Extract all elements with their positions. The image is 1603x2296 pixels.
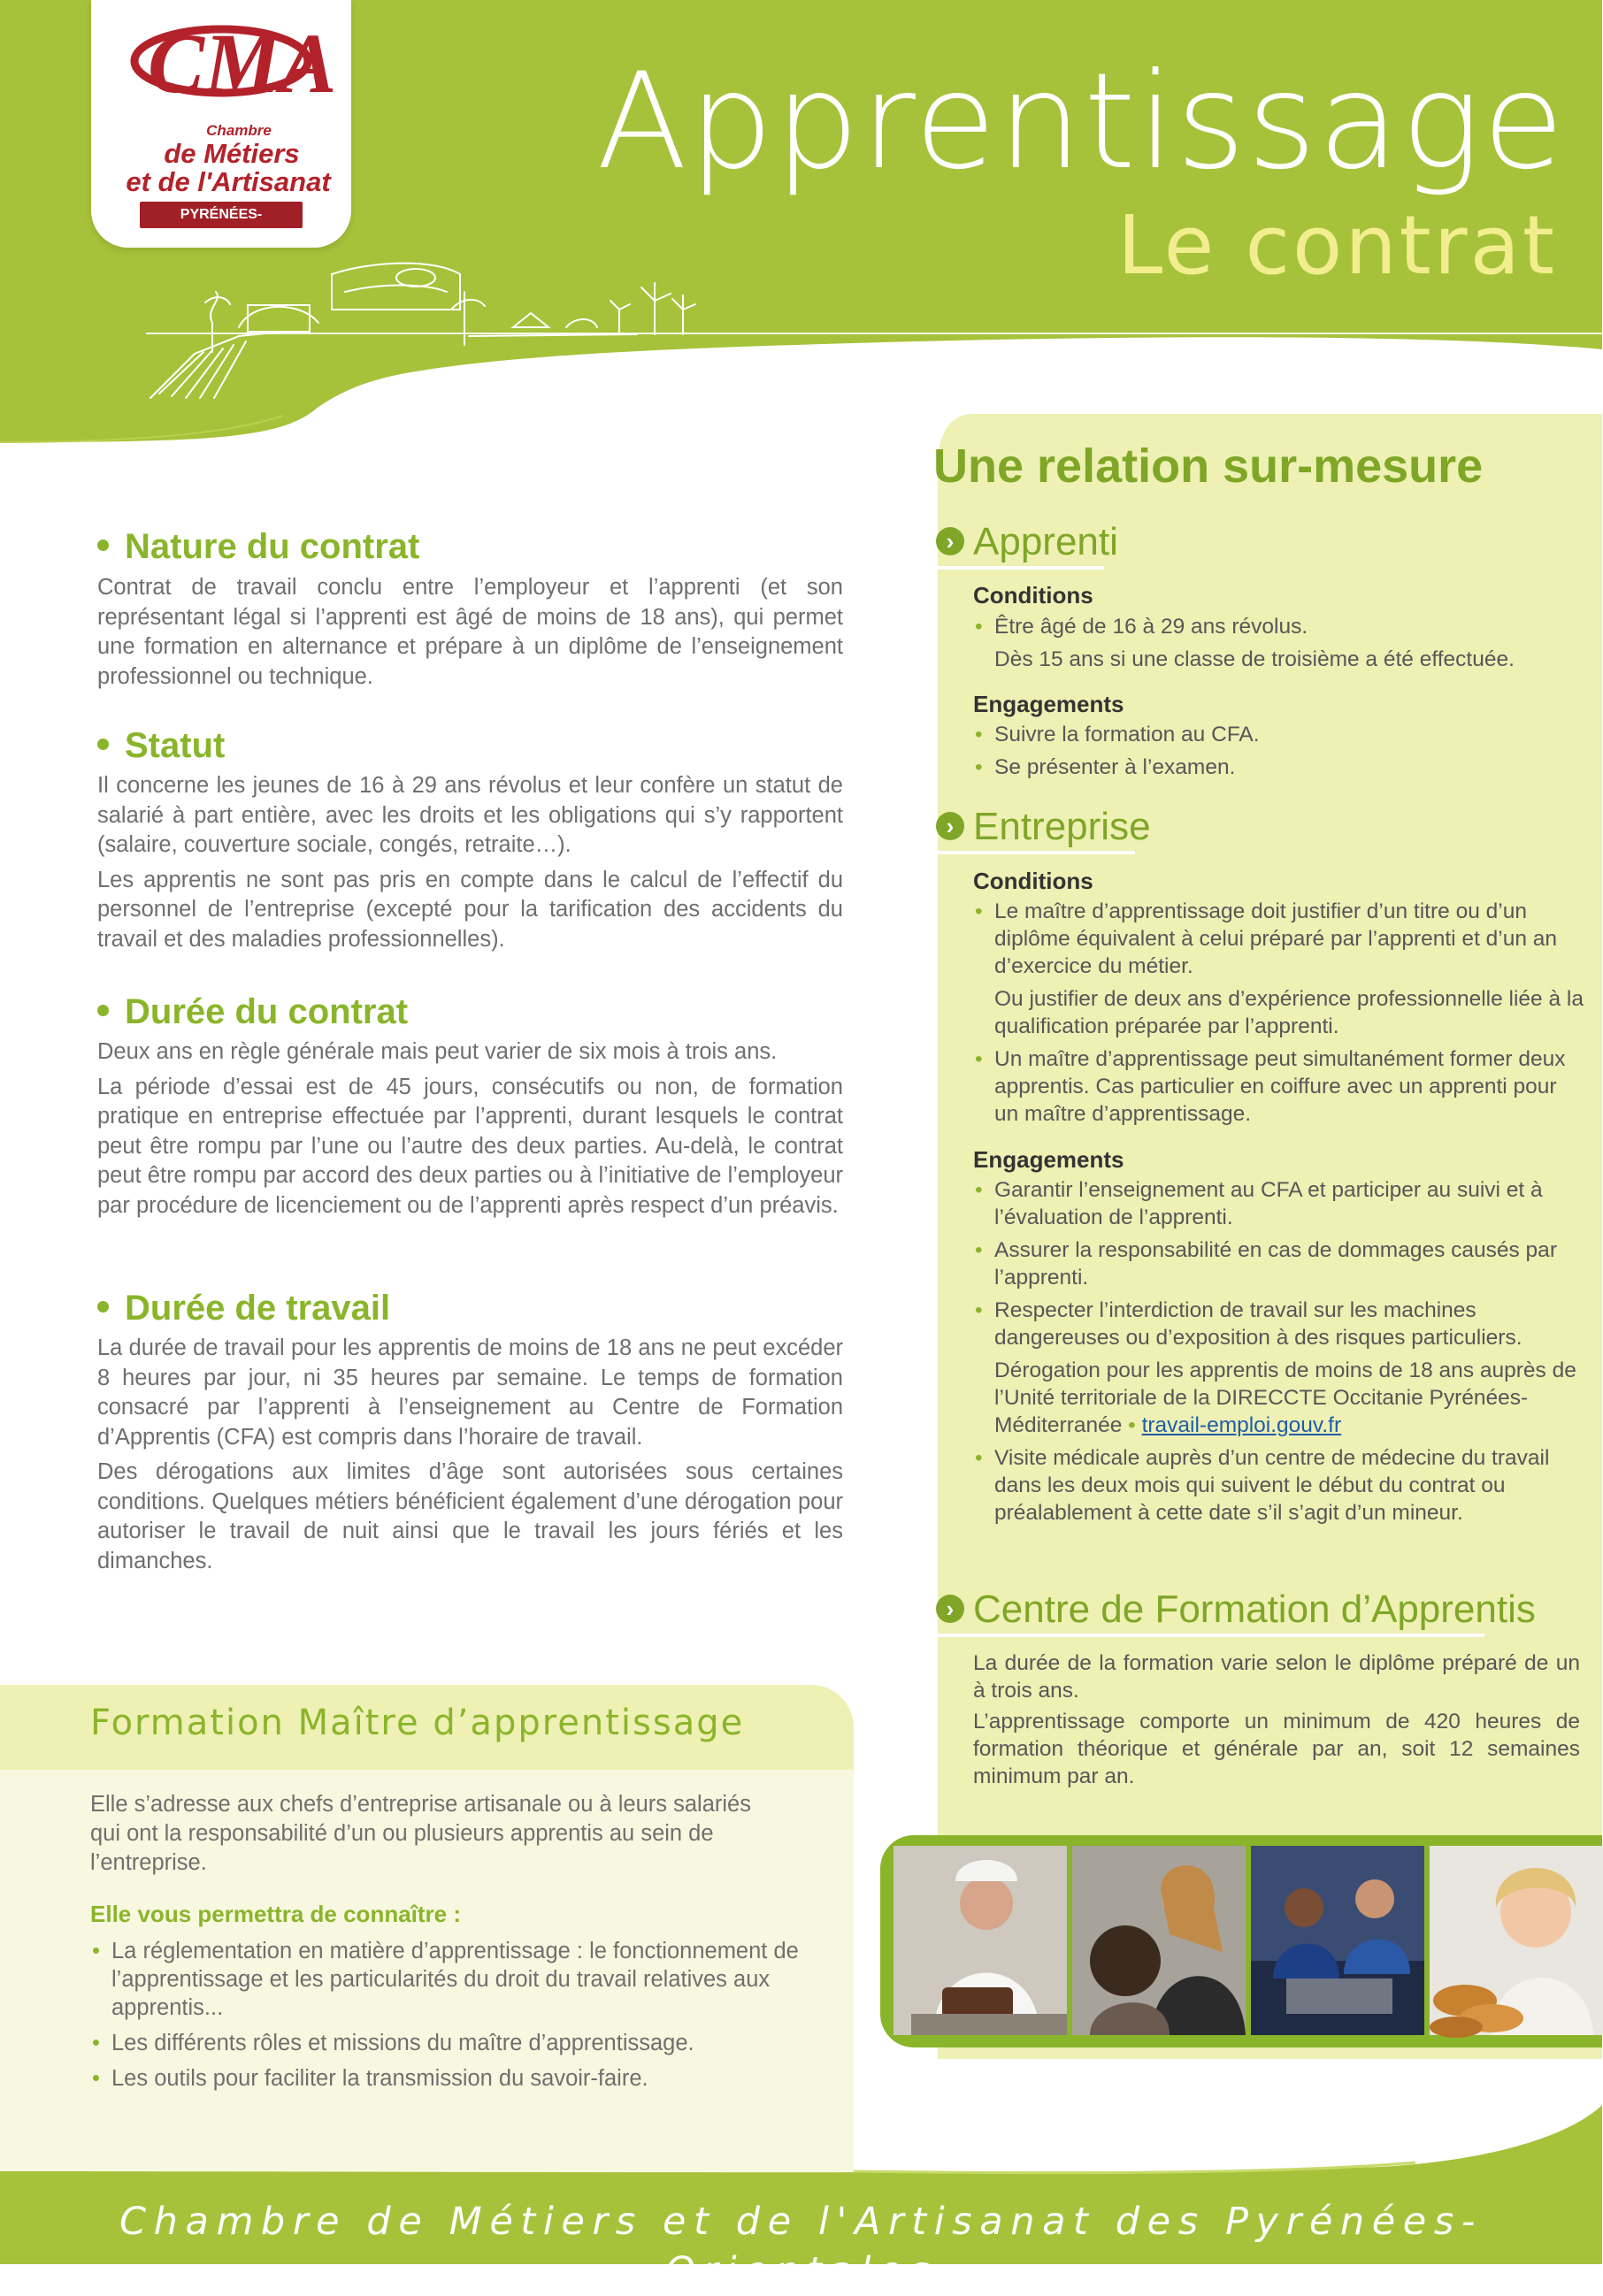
paragraph: Il concerne les jeunes de 16 à 29 ans révolus et leur confère un statut de salarié à part entière, avec les droits et les obligations qui s’y rapportent (salaire, couverture sociale, congés, retraite…). xyxy=(97,773,843,857)
formation-title: Formation Maître d’apprentissage xyxy=(90,1703,745,1743)
baker-photo xyxy=(1430,1846,1603,2035)
right-panel-title: Une relation sur-mesure xyxy=(933,440,1484,493)
logo-line-metiers: de Métiers xyxy=(164,138,300,169)
cma-logo[interactable] xyxy=(91,0,351,248)
svg-text:CMA: CMA xyxy=(148,16,337,111)
bullet-dot-icon xyxy=(97,1301,109,1313)
list-item: • Garantir l’enseignement au CFA et participer au suivi et à l’évaluation de l’apprenti. xyxy=(973,1176,1584,1231)
derogation-text: Dérogation pour les apprentis de moins de 18 ans auprès de l’Unité territoriale de la DIRECCTE Occitanie xyxy=(994,1358,1576,1410)
bullet-dot-icon xyxy=(97,1005,109,1016)
section-text-duree-travail xyxy=(97,1334,843,1581)
paragraph: Des dérogations aux limites d’âge sont autorisées sous certaines conditions. Quelques métiers bénéficient également d’une dérogation pour autoriser le travail de nuit ainsi que le travail les jours fériés et les dimanches. xyxy=(97,1459,843,1573)
list-item: • La réglementation en matière d’apprentissage : le fonctionnement de l’apprentissage et les particularités du droit du travail relatives aux apprentis... xyxy=(90,1937,851,2022)
formation-list xyxy=(90,1937,851,2100)
page-title: Apprentissage xyxy=(596,45,1566,199)
logo-region-badge: PYRÉNÉES-ORIENTALES xyxy=(140,202,303,228)
bullet-dot-icon xyxy=(97,540,109,551)
paragraph: L’apprentissage comporte un minimum de 420 heures de formation théorique et générale par an, soit 12 semaines minimum par an. xyxy=(973,1710,1580,1788)
list-item: • Les outils pour faciliter la transmission du savoir-faire. xyxy=(90,2064,851,2093)
section-heading-statut xyxy=(97,725,225,766)
section-text-nature xyxy=(97,573,843,697)
region-text: Pyrénées-Méditerranée xyxy=(994,1386,1529,1437)
paragraph: La durée de la formation varie selon le diplôme préparé de un à trois ans. xyxy=(973,1651,1580,1703)
engagements-label: Engagements xyxy=(973,1146,1124,1173)
subheading-entreprise xyxy=(936,805,1151,849)
section-heading-label: Durée du contrat xyxy=(125,992,409,1031)
apprenti-conditions-list xyxy=(973,613,1584,678)
list-item: Ou justifier de deux ans d’expérience professionnelle liée à la qualification préparée par l’apprenti. xyxy=(994,987,1584,1038)
subheading-cfa xyxy=(936,1588,1536,1632)
section-heading-label: Statut xyxy=(125,726,226,765)
section-heading-label: Nature du contrat xyxy=(125,527,420,566)
list-item-derogation xyxy=(973,1357,1584,1439)
conditions-label: Conditions xyxy=(973,868,1093,894)
list-item: • Être âgé de 16 à 29 ans révolus. xyxy=(973,613,1584,640)
apprenti-engagements-list xyxy=(973,721,1584,786)
chevron-right-icon: › xyxy=(936,812,964,840)
list-item: • Les différents rôles et missions du maître d’apprentissage. xyxy=(90,2029,851,2057)
section-text-statut xyxy=(97,771,843,960)
paragraph: Contrat de travail conclu entre l’employeur et l’apprenti (et son représentant légal si l’apprenti est âgé de moins de 18 ans), qui permet une formation en alternance et prépare à un diplôme de l’enseignement professionnel ou technique. xyxy=(97,575,843,689)
hairdresser-photo xyxy=(1072,1846,1246,2035)
list-item: • Un maître d’apprentissage peut simultanément former deux apprentis. Cas particulier en coiffure avec un apprenti pour un maître d’apprentissage. xyxy=(973,1045,1584,1128)
entreprise-conditions-list xyxy=(973,898,1584,1133)
logo-line-chambre: Chambre xyxy=(206,122,272,139)
bullet-dot-icon xyxy=(97,739,109,750)
separator-dot: • xyxy=(1128,1413,1136,1437)
divider xyxy=(936,566,1104,570)
engagements-label: Engagements xyxy=(973,691,1124,717)
subheading-apprenti xyxy=(936,520,1118,564)
paragraph: La durée de travail pour les apprentis de moins de 18 ans ne peut excéder 8 heures par jour, ni 35 heures par semaine. Le temps de formation consacré par l’apprenti à l’enseignement au Centre de Formation d’Apprentis (CFA) est compris dans l’horaire de travail. xyxy=(97,1336,843,1450)
chevron-right-icon: › xyxy=(936,1595,964,1623)
list-item: • Assurer la responsabilité en cas de dommages causés par l’apprenti. xyxy=(973,1236,1584,1291)
chevron-right-icon: › xyxy=(936,527,964,555)
list-item: • Visite médicale auprès d’un centre de médecine du travail dans les deux mois qui suivent le début du contrat ou préalablement à cette date s’il s’agit d’un mineur. xyxy=(973,1444,1584,1527)
chef-photo xyxy=(894,1846,1067,2035)
list-item: Dès 15 ans si une classe de troisième a été effectuée. xyxy=(994,647,1515,671)
village-lineart-illustration xyxy=(142,239,725,407)
page-subtitle: Le contrat xyxy=(1116,198,1557,293)
subheading-label: Entreprise xyxy=(973,805,1151,848)
section-text-duree-contrat xyxy=(97,1037,843,1226)
travail-emploi-link[interactable]: travail-emploi.gouv.fr xyxy=(1141,1413,1342,1437)
divider xyxy=(936,1634,1484,1637)
footer-text: Chambre de Métiers et de l'Artisanat des Pyrénées-Orientales xyxy=(119,2200,1483,2293)
paragraph: La période d’essai est de 45 jours, consécutifs ou non, de formation pratique en entreprise effectuée par l’apprenti, durant lesquels le contrat peut être rompu par l’une ou l’autre des deux parties. Au-delà, le contrat peut être rompu par accord des deux parties ou à l’initiative de l’employeur par procédure de licenciement ou de l’apprenti après respect d’un préavis. xyxy=(97,1074,843,1218)
cfa-text xyxy=(973,1649,1580,1794)
list-item: • Le maître d’apprentissage doit justifier d’un titre ou d’un diplôme équivalent à celui préparé par l’apprenti et d’un an d’exercice du métier. xyxy=(973,898,1584,980)
section-heading-label: Durée de travail xyxy=(125,1289,391,1328)
mechanics-photo xyxy=(1251,1846,1424,2035)
logo-line-artisanat: et de l'Artisanat xyxy=(126,166,331,197)
section-heading-nature xyxy=(97,526,419,567)
paragraph: Les apprentis ne sont pas pris en compte dans le calcul de l’effectif du personnel de l’entreprise (excepté pour la tarification des accidents du travail et des maladies professionnelles). xyxy=(97,867,843,952)
conditions-label: Conditions xyxy=(973,582,1093,608)
paragraph: Deux ans en règle générale mais peut varier de six mois à trois ans. xyxy=(97,1039,778,1064)
formation-intro: Elle s’adresse aux chefs d’entreprise artisanale ou à leurs salariés qui ont la responsabilité d’un ou plusieurs apprentis au sein de l’entreprise. xyxy=(90,1792,751,1875)
formation-subheading: Elle vous permettra de connaître : xyxy=(90,1901,462,1927)
section-heading-duree-travail xyxy=(97,1288,390,1328)
list-item: • Respecter l’interdiction de travail sur les machines dangereuses ou d’exposition à des risques particuliers. xyxy=(973,1297,1584,1351)
divider xyxy=(936,851,1135,854)
subheading-label: Apprenti xyxy=(973,520,1118,563)
section-heading-duree-contrat xyxy=(97,991,408,1032)
subheading-label: Centre de Formation d’Apprentis xyxy=(973,1588,1536,1631)
entreprise-engagements-list xyxy=(973,1176,1584,1532)
cma-logo-mark xyxy=(128,12,337,119)
list-item: • Suivre la formation au CFA. xyxy=(973,721,1584,748)
list-item: • Se présenter à l’examen. xyxy=(973,754,1584,781)
